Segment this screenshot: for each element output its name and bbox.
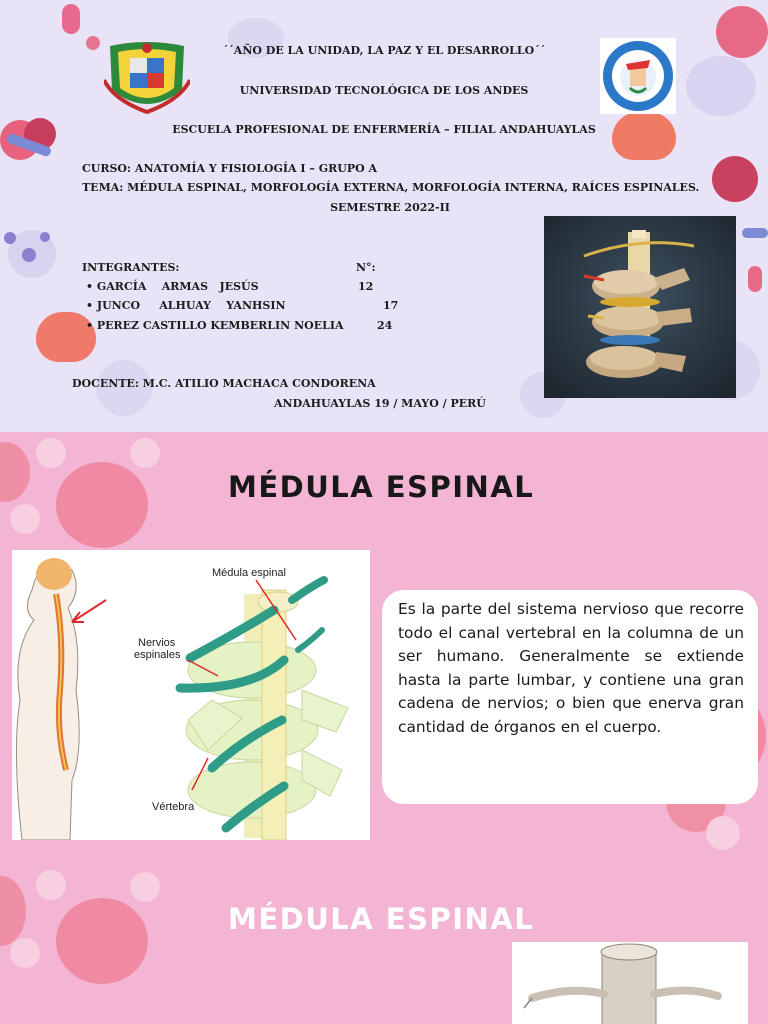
- virus-decoration: [712, 156, 758, 202]
- university-name: UNIVERSIDAD TECNOLÓGICA DE LOS ANDES: [239, 84, 529, 97]
- virus-decoration: [22, 248, 36, 262]
- description-bubble: [382, 590, 758, 804]
- virus-outline-decoration: [36, 438, 66, 468]
- pink-cell-decoration: [62, 4, 80, 34]
- blood-cell-decoration: [0, 442, 30, 502]
- pink-cell-decoration: [748, 266, 762, 292]
- faded-cell-decoration: [686, 56, 756, 116]
- member-item: [86, 299, 286, 312]
- members-label: INTEGRANTES:: [82, 261, 180, 274]
- virus-outline-decoration: [10, 938, 40, 968]
- label-medula-espinal: Médula espinal: [212, 567, 286, 579]
- bullet-icon: •: [86, 280, 94, 293]
- virus-outline-decoration: [10, 504, 40, 534]
- label-vertebra: Vértebra: [152, 801, 195, 813]
- member-name: GARCÍA ARMAS JESÚS: [96, 280, 259, 293]
- virus-outline-decoration: [36, 870, 66, 900]
- member-name: PEREZ CASTILLO KEMBERLIN NOELIA: [96, 319, 344, 332]
- nursing-school-seal-icon: [600, 38, 676, 114]
- member-item: [86, 280, 259, 293]
- label-nervios: Nervios: [138, 637, 176, 649]
- virus-decoration: [4, 232, 16, 244]
- year-motto: ´´AÑO DE LA UNIDAD, LA PAZ Y EL DESARROLLO´´: [222, 44, 546, 57]
- spinal-anatomy-illustration: [12, 550, 370, 840]
- blood-cell-decoration: [56, 462, 148, 548]
- spinal-cord-definition-slide: [0, 432, 768, 862]
- spinal-cord-structure-slide: [0, 862, 768, 1024]
- slide-title: MÉDULA ESPINAL: [228, 902, 535, 936]
- description-text: Es la parte del sistema nervioso que recorre todo el canal vertebral en la columna de un ser humano. Generalmente se extiende hasta la parte lumbar, y contiene una gran cadena de nervios; o bien que enerva gran cantidad de órganos en el cuerpo.: [398, 600, 744, 736]
- spinal-anatomy-figure: [12, 550, 370, 840]
- virus-decoration: [716, 6, 768, 58]
- member-name: JUNCO ALHUAY YANHSIN: [96, 299, 286, 312]
- spinal-cord-section-illustration: [512, 942, 748, 1024]
- topic-line: TEMA: MÉDULA ESPINAL, MORFOLOGÍA EXTERNA, MORFOLOGÍA INTERNA, RAÍCES ESPINALES.: [82, 181, 700, 194]
- number-label: N°:: [356, 261, 376, 274]
- course-line: CURSO: ANATOMÍA Y FISIOLOGÍA I – GRUPO A: [82, 162, 378, 175]
- virus-outline-decoration: [130, 872, 160, 902]
- pink-cell-decoration: [86, 36, 100, 50]
- title-slide: [0, 0, 768, 432]
- slide-title: MÉDULA ESPINAL: [228, 470, 535, 504]
- virus-outline-decoration: [130, 438, 160, 468]
- school-name: ESCUELA PROFESIONAL DE ENFERMERÍA – FILIAL ANDAHUAYLAS: [172, 123, 596, 136]
- blood-cell-decoration: [0, 876, 26, 946]
- spinal-cord-section-image: [512, 942, 748, 1024]
- blood-cell-decoration: [56, 898, 148, 984]
- semester-line: SEMESTRE 2022-II: [330, 201, 450, 214]
- virus-outline-decoration: [706, 816, 740, 850]
- university-seal-icon: [104, 40, 190, 114]
- label-espinales: espinales: [134, 649, 181, 661]
- teacher-line: DOCENTE: M.C. ATILIO MACHACA CONDORENA: [72, 377, 376, 390]
- member-number: 17: [383, 299, 399, 312]
- virus-decoration: [40, 232, 50, 242]
- place-date-line: ANDAHUAYLAS 19 / MAYO / PERÚ: [274, 397, 486, 410]
- member-number: 12: [358, 280, 374, 293]
- bullet-icon: •: [86, 319, 94, 332]
- pink-cell-decoration: [612, 112, 676, 160]
- member-number: 24: [377, 319, 393, 332]
- bullet-icon: •: [86, 299, 94, 312]
- bacteria-decoration: [742, 228, 768, 238]
- member-item: [86, 319, 344, 332]
- spine-3d-render-image: [544, 216, 736, 398]
